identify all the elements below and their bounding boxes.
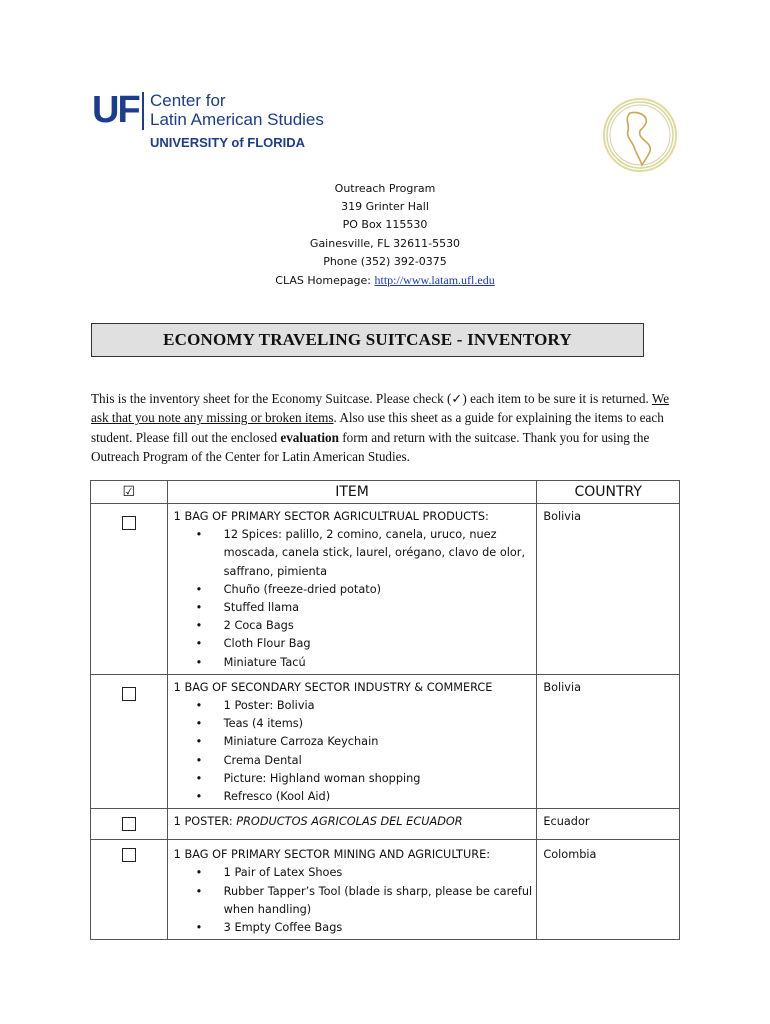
item-title-prefix: 1 POSTER:: [173, 815, 237, 829]
item-title-italic: PRODUCTOS AGRICOLAS DEL ECUADOR: [236, 815, 463, 829]
hall: 319 Grinter Hall: [341, 200, 429, 214]
header-country: COUNTRY: [537, 481, 680, 504]
po-box: PO Box 115530: [342, 218, 428, 232]
list-item: • Stuffed llama: [224, 599, 533, 617]
table-row: [91, 674, 680, 808]
intro-underlined: We ask that you note any missing or broken items: [91, 391, 670, 426]
header-check-icon: ☑: [91, 481, 168, 504]
intro-paragraph: [91, 389, 681, 467]
item-title: 1 BAG OF PRIMARY SECTOR AGRICULTRUAL PRODUCTS:: [173, 510, 489, 523]
intro-text-3: form and return with the suitcase. Thank you for using the Outreach Program of the Center for Latin American Studies.: [91, 429, 650, 465]
item-cell: [167, 674, 537, 808]
list-item: • 1 Pair of Latex Shoes: [224, 864, 533, 882]
intro-text-1: This is the inventory sheet for the Economy Suitcase. Please check (✓) each item to be sure it is returned.: [91, 391, 652, 406]
item-list: [174, 864, 533, 937]
item-cell: [167, 504, 537, 675]
list-item: • Miniature Carroza Keychain: [224, 733, 533, 751]
item-title: 1 BAG OF SECONDARY SECTOR INDUSTRY & COMMERCE: [173, 680, 493, 694]
americas-globe-icon: [600, 95, 680, 175]
list-item: • Teas (4 items): [224, 715, 533, 733]
country-cell: Bolivia: [537, 504, 680, 675]
logo-center-for: Center for: [150, 91, 226, 110]
logo-latin-american-studies: Latin American Studies: [150, 110, 324, 129]
uf-logo-text: UF: [92, 89, 139, 131]
list-item: • 2 Coca Bags: [224, 617, 533, 635]
checkbox[interactable]: [122, 817, 136, 831]
table-row: [91, 809, 680, 840]
intro-text-2: . Also use this sheet as a guide for explaining the items to each student. Please fill out the enclosed: [91, 410, 664, 445]
logo-university: UNIVERSITY of FLORIDA: [150, 135, 306, 150]
list-item: • Cloth Flour Bag: [224, 635, 533, 653]
inventory-table: [90, 480, 680, 940]
header-item: ITEM: [167, 481, 537, 504]
country-cell: Bolivia: [537, 674, 680, 808]
item-cell: [167, 809, 537, 840]
list-item: • 3 Empty Coffee Bags: [224, 919, 533, 937]
country-cell: Ecuador: [537, 809, 680, 840]
check-cell: [91, 504, 168, 675]
checkbox[interactable]: [122, 516, 136, 530]
list-item: • 1 Poster: Bolivia: [224, 697, 533, 715]
homepage-link[interactable]: http://www.latam.ufl.edu: [374, 273, 495, 288]
program-name: Outreach Program: [334, 182, 436, 195]
phone: Phone (352) 392-0375: [323, 254, 447, 268]
homepage-label: CLAS Homepage:: [275, 274, 375, 288]
list-item: • Crema Dental: [224, 752, 533, 770]
list-item: • Chuño (freeze-dried potato): [224, 581, 533, 599]
page-title: ECONOMY TRAVELING SUITCASE - INVENTORY: [91, 323, 644, 357]
city: Gainesville, FL 32611-5530: [309, 236, 461, 250]
logo-divider: [142, 92, 144, 130]
list-item: • Rubber Tapper’s Tool (blade is sharp, please be careful when handling): [224, 883, 533, 919]
table-row: [91, 504, 680, 675]
checkbox[interactable]: [122, 848, 136, 862]
list-item: • Picture: Highland woman shopping: [224, 770, 533, 788]
clas-logo: [92, 90, 342, 152]
list-item: • Miniature Tacú: [224, 654, 533, 672]
list-item: • Refresco (Kool Aid): [224, 788, 533, 806]
item-title: 1 BAG OF PRIMARY SECTOR MINING AND AGRICULTURE:: [173, 848, 491, 862]
item-cell: [167, 840, 537, 940]
check-cell: [91, 840, 168, 940]
address-block: [0, 180, 770, 290]
list-item: • 12 Spices: palillo, 2 comino, canela, uruco, nuez moscada, canela stick, laurel, orégano, clavo de olor, saffrano, pimienta: [224, 526, 533, 581]
item-list: [174, 526, 533, 672]
table-header: [91, 481, 680, 504]
homepage-line: [0, 271, 770, 290]
checkbox[interactable]: [122, 687, 136, 701]
item-list: [174, 697, 533, 806]
table-row: [91, 840, 680, 940]
intro-bold: evaluation: [280, 429, 339, 445]
check-cell: [91, 674, 168, 808]
check-cell: [91, 809, 168, 840]
country-cell: Colombia: [537, 840, 680, 940]
